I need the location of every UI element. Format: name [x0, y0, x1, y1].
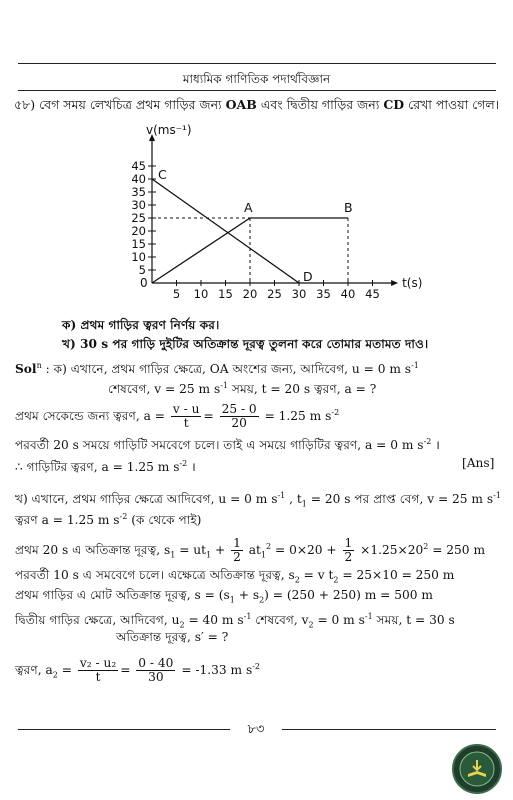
origin-label: 0	[140, 276, 148, 290]
question-cd: CD	[383, 97, 405, 112]
sub: 2	[179, 620, 185, 630]
solution-text-5e: ।	[187, 460, 196, 475]
sub: 1	[301, 499, 307, 509]
solution-text-11: দ্বিতীয় গাড়ির ক্ষেত্রে, আদিবেগ, u	[15, 613, 180, 628]
y-tick-label: 5	[138, 263, 146, 277]
sup: -1	[243, 612, 252, 621]
solution-line-2	[108, 378, 376, 397]
solution-line-7	[15, 509, 201, 528]
sup: -2	[331, 408, 340, 417]
solution-text-11c: শেষবেগ, v	[251, 613, 309, 628]
y-tick-label: 30	[131, 198, 146, 212]
sup: -2	[423, 437, 432, 446]
sub: 2	[52, 670, 58, 680]
solution-text-4: পরবর্তী 20 s সময়ে গাড়িটি সমবেগে চলে। তাই এ সময়ে গাড়িটির ত্বরণ, a = 0 m s	[15, 438, 424, 453]
sup: -1	[411, 361, 419, 370]
footer-rule-left	[18, 729, 230, 730]
sub: 2	[259, 595, 265, 605]
solution-label-sup: n	[36, 361, 42, 370]
y-tick-label: 10	[131, 250, 146, 264]
solution-line-12: অতিক্রান্ত দূরত্ব, s′ = ?	[116, 630, 229, 644]
sub: 2	[294, 575, 300, 585]
fraction-den: t	[183, 416, 189, 431]
sup: -1	[364, 612, 373, 621]
point-label-c: C	[158, 167, 167, 182]
fraction-den: 20	[231, 416, 247, 431]
y-tick-label: 25	[131, 211, 146, 225]
y-tick-label: 35	[131, 185, 146, 199]
sup: -1	[493, 491, 501, 500]
question-text-c: রেখা পাওয়া গেল।	[408, 97, 500, 112]
solution-line-13: ত্বরণ, $a_2$ = $\frac{\text{v₂ - u₂}}{t}$ = $\frac{0 - 40}{30}$ = -1.33 m $s^{-2}$	[15, 656, 261, 685]
fraction-den: 2	[233, 550, 241, 565]
solution-label: Sol	[15, 362, 37, 377]
sub: 1	[260, 550, 267, 560]
fraction-num: 1	[344, 536, 353, 551]
fraction-half	[343, 537, 355, 564]
fraction-den: 30	[148, 670, 164, 685]
fraction-num: v₂ - u₂	[79, 656, 117, 671]
solution-text-13c: = -1.33 m s	[181, 663, 253, 678]
solution-text-8d: at	[244, 543, 261, 558]
solution-text-7: ত্বরণ a = 1.25 m s	[15, 513, 120, 528]
sup: -2	[252, 662, 261, 671]
fraction-den: t	[95, 670, 101, 685]
solution-text-5: ∴ গাড়িটির ত্বরণ, a = 1.25 m s	[15, 460, 180, 475]
question-number: ৫৮)	[14, 97, 36, 112]
sup: -2	[119, 512, 128, 521]
x-axis-label: t(s)	[402, 276, 423, 290]
solution-text-8g: = 250 m	[428, 543, 485, 558]
page-header-title: মাধ্যমিক গাণিতিক পদার্থবিজ্ঞান	[182, 72, 331, 86]
question-text-a: বেগ সময় লেখচিত্র প্রথম গাড়ির জন্য	[39, 97, 222, 112]
solution-text-7b: (ক থেকে পাই)	[127, 513, 202, 528]
x-tick-label: 30	[291, 287, 307, 301]
solution-text-8e: = 0×20 +	[271, 543, 337, 558]
solution-text-13: ত্বরণ, a	[15, 663, 53, 678]
y-tick-label: 40	[131, 172, 146, 186]
fraction	[220, 403, 259, 430]
fraction-num: v - u	[172, 402, 200, 417]
solution-text-13b: =	[57, 663, 72, 678]
solution-line-1	[15, 358, 419, 377]
y-tick-label: 20	[131, 224, 146, 238]
solution-text-8b: = ut	[175, 543, 207, 558]
sup: 2	[423, 542, 429, 551]
solution-text-11d: = 0 m s	[313, 613, 365, 628]
series-line-cd	[152, 179, 299, 283]
solution-text-8c: +	[211, 543, 226, 558]
solution-text-10c: ) = (250 + 250) m = 500 m	[264, 588, 433, 602]
solution-text-11b: = 40 m s	[184, 613, 244, 628]
x-tick-label: 5	[172, 287, 181, 301]
solution-text-6: খ) এখানে, প্রথম গাড়ির ক্ষেত্রে আদিবেগ, u = 0 m s	[15, 492, 278, 507]
sub: 1	[229, 595, 235, 605]
book-icon	[454, 746, 500, 792]
header-bottom-rule	[18, 90, 496, 91]
solution-text-3: প্রথম সেকেন্ডে জন্য ত্বরণ, a =	[15, 409, 165, 424]
y-tick-label: 45	[131, 159, 146, 173]
fraction	[136, 657, 175, 684]
subquestion-k: ক) প্রথম গাড়ির ত্বরণ নির্ণয় কর।	[62, 318, 220, 332]
fraction-num: 1	[233, 536, 241, 551]
sup: -2	[179, 459, 188, 468]
solution-text-6c: = 20 s পর প্রাপ্ত বেগ, v = 25 m s	[306, 492, 494, 507]
x-tick-label: 40	[340, 287, 356, 301]
sup: 2	[266, 542, 272, 551]
question-text	[14, 97, 499, 117]
fraction	[171, 403, 202, 430]
x-tick-label: 20	[242, 287, 258, 301]
solution-text-3b: = 1.25 m s	[264, 409, 332, 424]
solution-line-10	[15, 588, 433, 607]
solution-text-4e: ।	[431, 438, 440, 453]
velocity-time-graph	[120, 118, 423, 308]
page-number: ৮৩	[247, 722, 265, 737]
question-text-b: এবং দ্বিতীয় গাড়ির জন্য	[260, 97, 380, 112]
footer-rule-right	[282, 729, 496, 730]
solution-text-1: : ক) এখানে, প্রথম গাড়ির ক্ষেত্রে, OA অংশের জন্য, আদিবেগ, u = 0 m s	[45, 362, 412, 377]
sup: -1	[220, 381, 229, 390]
y-axis-label: v(ms⁻¹)	[146, 123, 192, 137]
solution-line-6	[15, 488, 501, 512]
sup: -1	[277, 491, 286, 500]
fraction-num: 0 - 40	[138, 656, 174, 671]
fraction-half	[231, 537, 243, 564]
solution-text-9b: = v t	[299, 568, 334, 582]
solution-text-11e: সময়, t = 30 s	[372, 613, 455, 628]
fraction	[78, 657, 118, 684]
solution-text-9c: = 25×10 = 250 m	[338, 568, 455, 582]
question-oab: OAB	[225, 97, 257, 112]
solution-text-8f: ×1.25×20	[356, 543, 424, 558]
solution-text-2b: সময়, t = 20 s ত্বরণ, a = ?	[228, 382, 377, 397]
point-label-d: D	[303, 269, 313, 284]
sub: 1	[170, 550, 176, 560]
sub: 2	[308, 620, 314, 630]
solution-line-8	[15, 532, 485, 571]
point-label-b: B	[344, 200, 353, 215]
x-tick-label: 35	[316, 287, 331, 301]
solution-text-8: প্রথম 20 s এ অতিক্রান্ত দূরত্ব, s	[15, 543, 171, 558]
x-tick-label: 45	[365, 287, 380, 301]
x-tick-label: 10	[193, 287, 209, 301]
solution-line-4	[15, 434, 440, 453]
solution-text-2: শেষবেগ, v = 25 m s	[108, 382, 221, 397]
header-top-rule	[18, 63, 496, 64]
point-label-a: A	[244, 200, 253, 215]
sub: 1	[206, 550, 212, 560]
solution-line-9	[15, 568, 454, 587]
x-tick-label: 15	[218, 287, 233, 301]
sub: 2	[333, 575, 339, 585]
x-axis-arrow	[391, 280, 398, 286]
solution-text-10: প্রথম গাড়ির এ মোট অতিক্রান্ত দূরত্ব, s = (s	[15, 588, 230, 602]
fraction-num: 25 - 0	[221, 402, 257, 417]
solution-line-5	[15, 456, 196, 475]
x-tick-label: 25	[267, 287, 282, 301]
solution-text-6b: , t	[285, 492, 302, 507]
logo-badge-icon	[452, 744, 502, 794]
fraction-den: 2	[344, 550, 353, 565]
solution-line-3: প্রথম সেকেন্ডে জন্য ত্বরণ, a = $\frac{v - u}{t}$ = $\frac{25 - 0}{20}$ = 1.25 m $s^{-2}$	[15, 402, 340, 431]
answer-mark: [Ans]	[462, 456, 495, 470]
y-tick-label: 15	[131, 237, 146, 251]
solution-text-10b: + s	[234, 588, 260, 602]
solution-line-11	[15, 609, 455, 633]
solution-text-9: পরবর্তী 10 s এ সমবেগে চলে। এক্ষেত্রে অতিক্রান্ত দূরত্ব, s	[15, 568, 295, 582]
subquestion-kh: খ) 30 s পর গাড়ি দুইটির অতিক্রান্ত দূরত্ব তুলনা করে তোমার মতামত দাও।	[62, 337, 429, 351]
